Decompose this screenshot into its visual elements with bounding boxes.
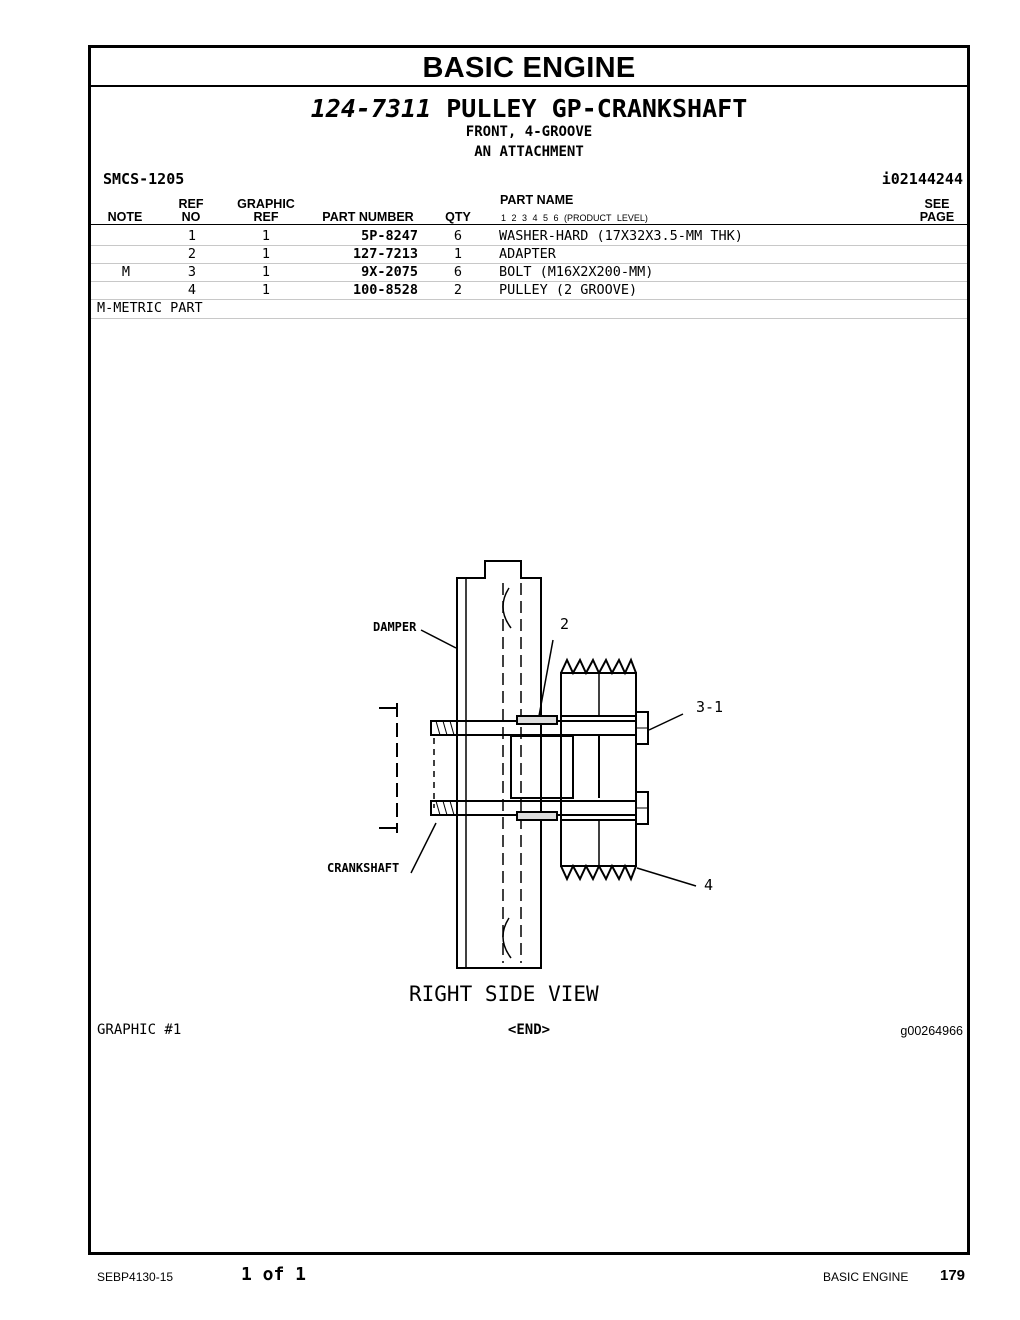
row-part-name: PULLEY (2 GROOVE) bbox=[499, 282, 638, 298]
row-part-name: BOLT (M16X2X200-MM) bbox=[499, 264, 654, 280]
table-row bbox=[91, 245, 967, 264]
col-note: NOTE bbox=[107, 210, 143, 224]
col-gref-bottom: REF bbox=[253, 210, 279, 224]
illustration-id: i02144244 bbox=[881, 170, 963, 188]
footer-section: BASIC ENGINE bbox=[823, 1270, 909, 1284]
col-ref-bottom: NO bbox=[181, 210, 201, 224]
part-title bbox=[91, 94, 967, 123]
document-id: SEBP4130-15 bbox=[97, 1270, 174, 1284]
row-graphic-ref: 1 bbox=[261, 228, 271, 244]
row-ref: 3 bbox=[187, 264, 197, 280]
row-part-name: WASHER-HARD (17X32X3.5-MM THK) bbox=[499, 228, 743, 244]
adapter-flange-lower bbox=[517, 812, 557, 820]
row-ref: 4 bbox=[187, 282, 197, 298]
table-row bbox=[91, 227, 967, 246]
row-part-number[interactable]: 9X-2075 bbox=[361, 264, 418, 280]
leader-3 bbox=[649, 714, 683, 730]
smcs-code: SMCS-1205 bbox=[103, 170, 185, 188]
part-subtitle-1: FRONT, 4-GROOVE bbox=[465, 124, 593, 140]
callout-4: 4 bbox=[704, 876, 714, 894]
leader-4 bbox=[637, 868, 696, 886]
row-ref: 2 bbox=[187, 246, 197, 262]
row-note: M bbox=[121, 264, 131, 280]
part-subtitle-2: AN ATTACHMENT bbox=[474, 144, 584, 160]
col-qty: QTY bbox=[445, 210, 471, 224]
col-gref-top: GRAPHIC bbox=[237, 197, 295, 211]
page-of: 1 of 1 bbox=[241, 1264, 307, 1285]
callout-2: 2 bbox=[560, 615, 570, 633]
page-number: 179 bbox=[940, 1267, 966, 1284]
product-levels: 1 2 3 4 5 6 (PRODUCT LEVEL) bbox=[501, 213, 648, 223]
adapter-flange-upper bbox=[517, 716, 557, 724]
metric-legend: M-METRIC PART bbox=[97, 300, 203, 316]
label-crankshaft: CRANKSHAFT bbox=[327, 861, 400, 875]
damper-body bbox=[457, 561, 541, 968]
row-qty: 6 bbox=[453, 264, 463, 280]
row-part-number[interactable]: 100-8528 bbox=[352, 282, 418, 298]
legend-divider bbox=[91, 318, 967, 319]
pulley-grooves-lower bbox=[561, 866, 636, 879]
end-marker: <END> bbox=[507, 1022, 551, 1038]
group-part-number[interactable]: 124-7311 bbox=[310, 94, 432, 123]
row-part-number[interactable]: 5P-8247 bbox=[361, 228, 418, 244]
col-see-top: SEE bbox=[924, 197, 950, 211]
label-damper: DAMPER bbox=[373, 620, 417, 634]
callout-3: 3-1 bbox=[696, 698, 724, 716]
leader-crankshaft bbox=[411, 823, 436, 873]
graphic-id: g00264966 bbox=[900, 1024, 963, 1038]
col-see-bottom: PAGE bbox=[919, 210, 955, 224]
row-graphic-ref: 1 bbox=[261, 246, 271, 262]
pulley-grooves-upper bbox=[561, 660, 636, 673]
row-graphic-ref: 1 bbox=[261, 264, 271, 280]
row-qty: 2 bbox=[453, 282, 463, 298]
row-part-name: ADAPTER bbox=[499, 246, 556, 262]
view-label: RIGHT SIDE VIEW bbox=[409, 982, 599, 1006]
damper-groove-bottom bbox=[503, 918, 511, 958]
col-part-number: PART NUMBER bbox=[322, 210, 414, 224]
bolt-upper-thread bbox=[436, 721, 454, 735]
table-row bbox=[91, 281, 967, 300]
col-ref-top: REF bbox=[178, 197, 204, 211]
damper-groove-top bbox=[503, 588, 511, 628]
col-part-name: PART NAME bbox=[500, 193, 574, 207]
row-ref: 1 bbox=[187, 228, 197, 244]
row-part-number[interactable]: 127-7213 bbox=[352, 246, 418, 262]
leader-damper bbox=[421, 630, 456, 648]
row-graphic-ref: 1 bbox=[261, 282, 271, 298]
row-qty: 1 bbox=[453, 246, 463, 262]
graphic-label: GRAPHIC #1 bbox=[97, 1022, 182, 1038]
table-row bbox=[91, 263, 967, 282]
row-qty: 6 bbox=[453, 228, 463, 244]
bolt-lower-thread bbox=[436, 801, 454, 815]
section-title: BASIC ENGINE bbox=[91, 48, 967, 87]
page-frame bbox=[88, 45, 970, 1255]
group-part-name: PULLEY GP-CRANKSHAFT bbox=[446, 94, 748, 123]
